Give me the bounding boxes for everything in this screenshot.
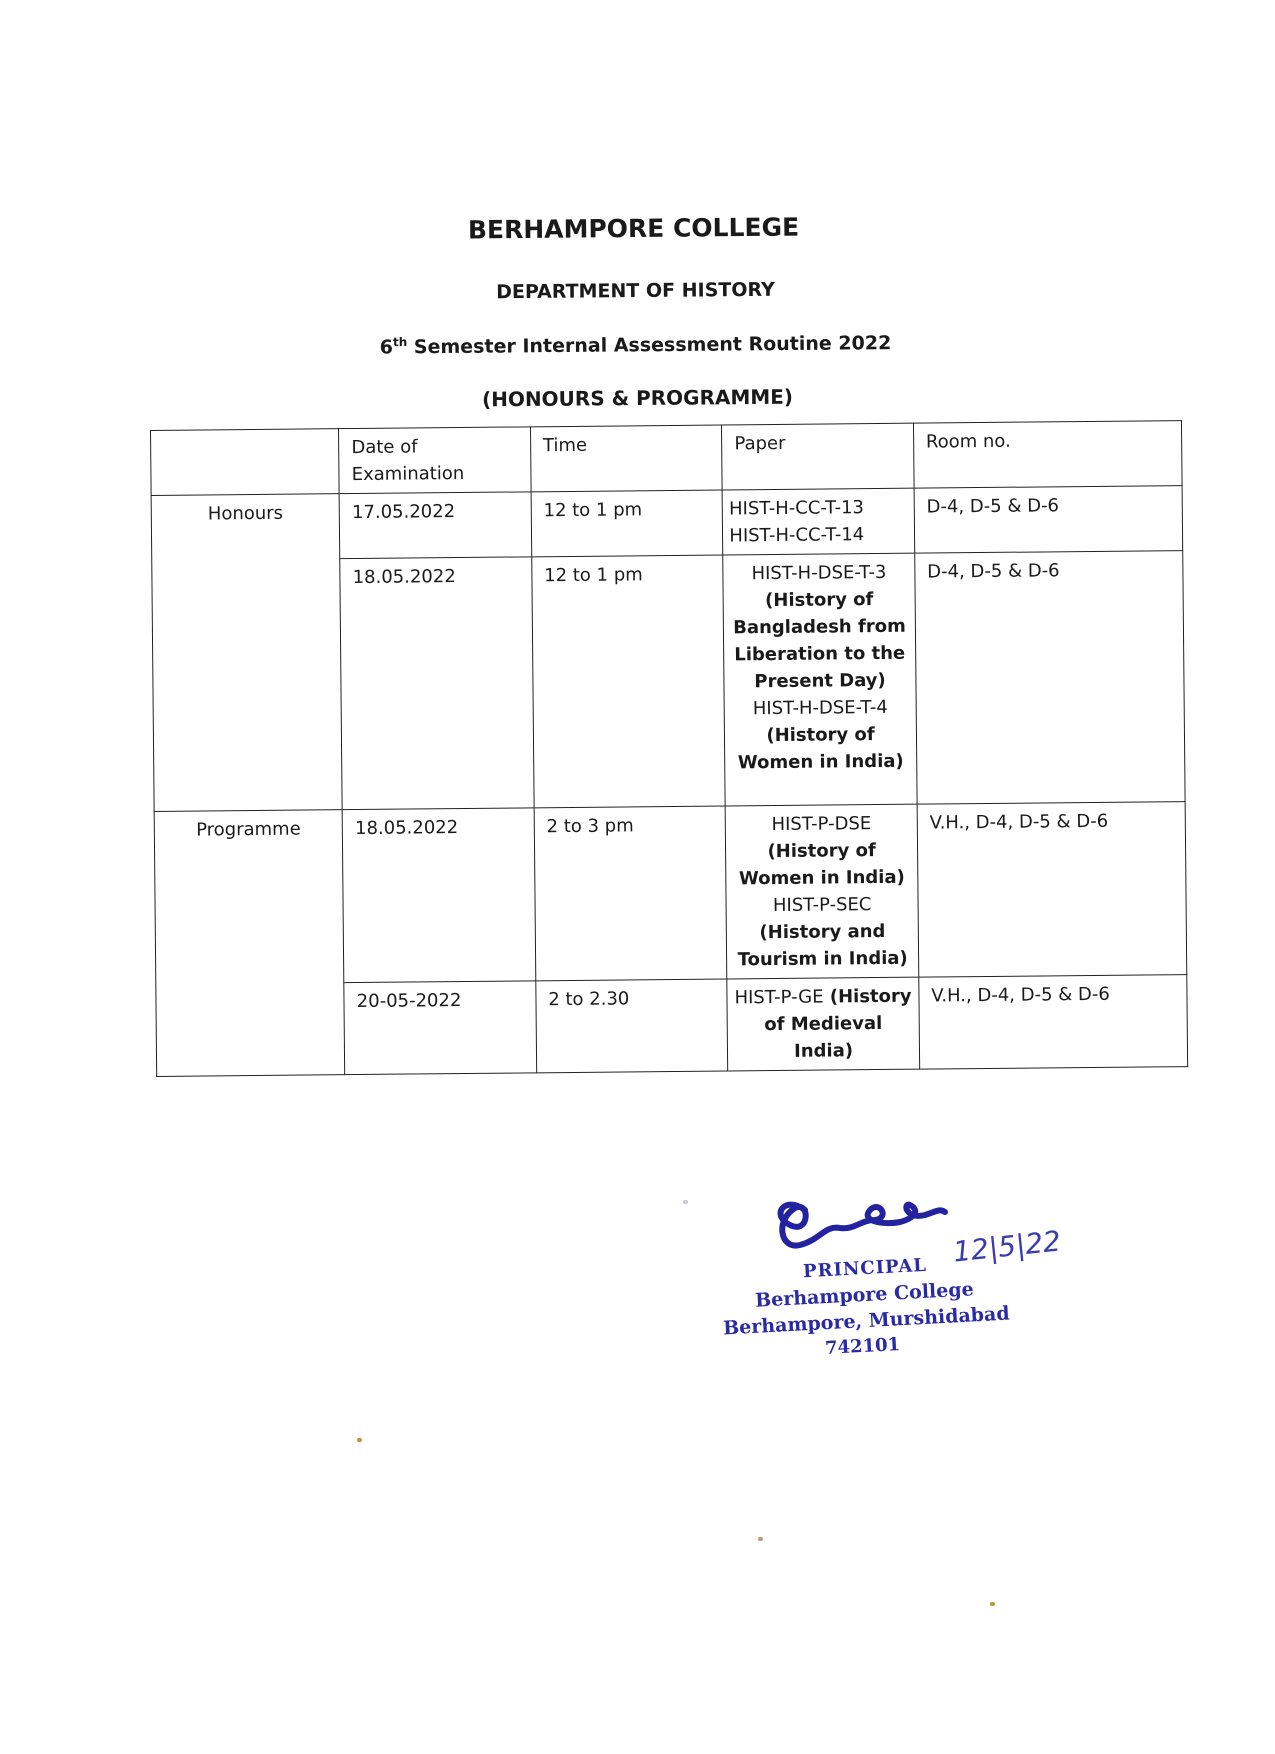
paper-cell: [725, 804, 918, 979]
date-cell: 18.05.2022: [342, 808, 535, 983]
department-title: DEPARTMENT OF HISTORY: [496, 278, 775, 304]
table-header-row: [151, 421, 1183, 496]
header-date: Date of Examination: [339, 427, 531, 494]
date-cell: 18.05.2022: [340, 557, 534, 810]
semester-suffix: th: [392, 334, 408, 350]
stamp-address: Berhampore, Murshidabad: [722, 1302, 1011, 1340]
date-cell: 20-05-2022: [344, 981, 536, 1075]
room-cell: V.H., D-4, D-5 & D-6: [919, 975, 1188, 1070]
signature-icon: [765, 1190, 965, 1265]
date-cell: 17.05.2022: [339, 492, 531, 559]
paper-code: HIST-H-DSE-T-3: [751, 561, 887, 585]
paper-cell: [727, 977, 919, 1071]
paper-code: HIST-P-GE: [734, 986, 824, 1009]
room-cell: V.H., D-4, D-5 & D-6: [917, 802, 1187, 978]
stamp-pincode: 742101: [824, 1334, 901, 1359]
routine-title: [0, 327, 1273, 361]
room-cell: D-4, D-5 & D-6: [914, 486, 1183, 554]
paper-code: HIST-P-SEC: [772, 894, 872, 917]
paper-cell: [723, 553, 917, 806]
paper-title: (History of Medieval India): [764, 985, 912, 1062]
paper-title: (History of Women in India): [738, 840, 905, 890]
scan-speck: [758, 1537, 763, 1541]
scan-speck: [990, 1602, 995, 1606]
time-cell: 12 to 1 pm: [531, 490, 723, 557]
college-title: BERHAMPORE COLLEGE: [467, 212, 800, 245]
routine-title-text: Semester Internal Assessment Routine 2022: [407, 332, 892, 359]
paper-title: (History of Women in India): [737, 724, 904, 774]
paper-code: HIST-H-CC-T-13: [728, 497, 865, 520]
paper-title: (History and Tourism in India): [737, 920, 908, 971]
header-category: [151, 429, 340, 496]
category-programme: Programme: [154, 810, 345, 1077]
table-row: [154, 802, 1187, 985]
paper-code: HIST-P-DSE: [771, 813, 872, 836]
paper-title: (History of Bangladesh from Liberation to the Present Day): [733, 589, 906, 693]
scan-speck: [357, 1438, 362, 1442]
stamp-college: Berhampore College: [754, 1278, 975, 1312]
header-room: Room no.: [913, 421, 1182, 489]
paper-cell: [722, 488, 914, 555]
routine-table: [150, 420, 1188, 1077]
time-cell: 12 to 1 pm: [532, 555, 726, 808]
handwritten-date: 12|5|22: [951, 1224, 1063, 1269]
table-row: [151, 486, 1183, 561]
stamp-designation: PRINCIPAL: [802, 1254, 928, 1283]
category-honours: Honours: [151, 494, 342, 812]
stream-title: (HONOURS & PROGRAMME): [481, 384, 794, 412]
scan-speck: [683, 1200, 688, 1204]
principal-stamp: [715, 1190, 1063, 1360]
header-paper: Paper: [722, 423, 914, 490]
paper-code: HIST-H-DSE-T-4: [752, 696, 888, 720]
time-cell: 2 to 2.30: [536, 979, 728, 1073]
semester-number: 6: [379, 336, 394, 359]
paper-code: HIST-H-CC-T-14: [729, 524, 865, 547]
header-time: Time: [530, 425, 722, 492]
room-cell: D-4, D-5 & D-6: [915, 551, 1186, 805]
time-cell: 2 to 3 pm: [534, 806, 727, 981]
